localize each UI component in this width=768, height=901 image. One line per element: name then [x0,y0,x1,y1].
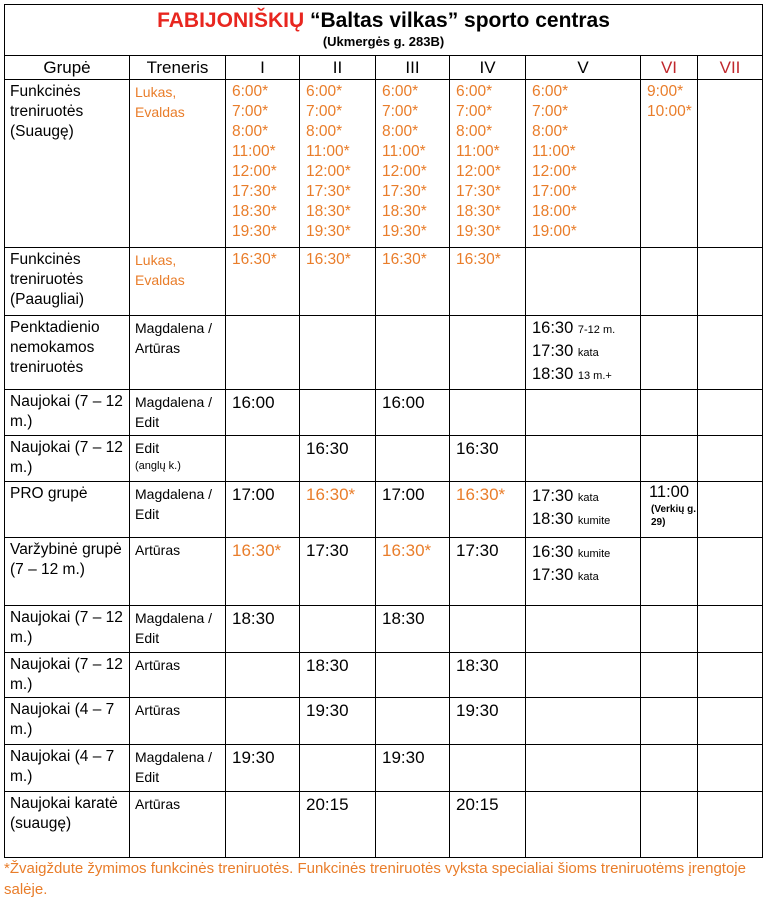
time-cell: 20:15 [450,792,526,858]
empty-cell [450,316,526,390]
time-cell [226,80,300,248]
time-cell: 16:00 [226,390,300,436]
time-cell [376,80,450,248]
footnote: *Žvaigždute žymimos funkcinės treniruotės. Funkcinės treniruotės vyksta specialiai šioms treniruotėms įrengtoje salėje. [4,860,746,898]
empty-cell [300,316,376,390]
empty-cell [698,390,763,436]
time-slot: 17:30* [306,183,351,200]
time-value: 17:30 [532,566,574,584]
header-day-4: IV [450,56,526,80]
table-row [5,698,763,745]
time-cell: 18:30 [300,653,376,698]
group-cell: Naujokai (7 – 12 m.) [5,436,130,482]
empty-cell [226,316,300,390]
empty-cell [376,698,450,745]
header-day-2: II [300,56,376,80]
empty-cell [641,653,698,698]
time-cell [300,80,376,248]
time-cell: 20:15 [300,792,376,858]
time-slot: 11:00* [306,143,350,160]
time-slot: 6:00* [306,83,343,100]
time-slot: 12:00* [232,163,277,180]
schedule-table [4,4,763,858]
empty-cell [698,248,763,316]
time-slot: 19:00* [532,223,577,240]
time-slot: 7:00* [456,103,493,120]
time-slot [532,341,638,364]
time-slot: 8:00* [456,123,493,140]
time-cell [526,538,641,606]
time-note: kata [577,571,599,583]
empty-cell [526,792,641,858]
time-cell: 16:30* [376,538,450,606]
group-cell: Naujokai (7 – 12 m.) [5,390,130,436]
time-value: 11:00 [648,483,690,501]
time-slot: 9:00* [647,83,684,100]
trainer-cell: Magdalena / Edit [130,482,226,538]
table-row [5,316,763,390]
trainer-cell [130,436,226,482]
time-cell: 17:00 [376,482,450,538]
time-slot: 7:00* [382,103,419,120]
time-cell: 16:30* [300,248,376,316]
table-row [5,80,763,248]
trainer-cell: Artūras [130,653,226,698]
time-slot: 19:30* [232,223,277,240]
time-cell: 16:30* [450,248,526,316]
trainer-note: (anglų k.) [135,460,181,472]
empty-cell [300,390,376,436]
time-value: 16:30 [532,543,574,561]
empty-cell [641,436,698,482]
time-value: 18:30 [532,365,574,383]
time-value: 17:30 [532,487,574,505]
table-row [5,248,763,316]
empty-cell [526,698,641,745]
time-cell: 16:30* [300,482,376,538]
time-slot: 8:00* [532,123,569,140]
time-cell: 19:30 [450,698,526,745]
location-note: (Verkių g. 29) [651,504,697,528]
time-slot: 11:00* [456,143,500,160]
group-cell: Naujokai (4 – 7 m.) [5,698,130,745]
group-cell: Penktadienio nemokamos treniruotės [5,316,130,390]
time-slot: 19:30* [306,223,351,240]
address: (Ukmergės g. 283B) [322,34,445,49]
time-cell: 16:30* [226,538,300,606]
empty-cell [641,538,698,606]
time-slot [532,509,638,532]
table-row [5,390,763,436]
time-slot: 12:00* [456,163,501,180]
page-title [5,5,762,33]
time-cell [641,80,698,248]
time-slot: 17:30* [382,183,427,200]
time-slot [532,565,638,588]
time-note: kata [577,492,599,504]
time-note: 7-12 m. [577,324,616,336]
trainer-cell: Artūras [130,792,226,858]
empty-cell [226,436,300,482]
time-slot: 19:30* [456,223,501,240]
table-row [5,792,763,858]
time-note: kumite [577,515,611,527]
time-slot: 10:00* [647,103,692,120]
empty-cell [526,606,641,653]
time-slot: 7:00* [532,103,569,120]
time-value: 17:30 [532,342,574,360]
time-slot: 8:00* [232,123,269,140]
time-slot: 7:00* [232,103,269,120]
table-row [5,482,763,538]
empty-cell [526,436,641,482]
empty-cell [698,538,763,606]
time-note: 13 m.+ [577,370,612,382]
time-slot: 18:00* [532,203,577,220]
time-cell: 18:30 [376,606,450,653]
time-cell [526,316,641,390]
group-cell: Naujokai (4 – 7 m.) [5,745,130,792]
empty-cell [450,606,526,653]
empty-cell [526,653,641,698]
time-cell: 16:30* [226,248,300,316]
title-red-part: FABIJONIŠKIŲ [157,9,305,32]
time-slot: 11:00* [232,143,276,160]
time-cell: 16:00 [376,390,450,436]
time-cell [526,482,641,538]
table-row [5,538,763,606]
time-cell: 19:30 [300,698,376,745]
empty-cell [641,390,698,436]
time-slot [532,486,638,509]
header-day-6: VI [641,56,698,80]
time-note: kata [577,347,599,359]
empty-cell [226,792,300,858]
header-trainer: Treneris [130,56,226,80]
time-slot: 8:00* [306,123,343,140]
time-cell: 19:30 [376,745,450,792]
time-cell: 18:30 [450,653,526,698]
header-group: Grupė [5,56,130,80]
trainer-cell: Lukas, Evaldas [130,248,226,316]
trainer-cell: Artūras [130,538,226,606]
time-slot: 12:00* [382,163,427,180]
time-slot: 18:30* [232,203,277,220]
table-row [5,606,763,653]
trainer-name: Edit [135,440,160,456]
time-cell: 19:30 [226,745,300,792]
empty-cell [641,698,698,745]
time-cell [641,482,698,538]
group-cell: Naujokai karatė (suaugę) [5,792,130,858]
empty-cell [698,606,763,653]
time-slot: 11:00* [532,143,576,160]
time-slot: 8:00* [382,123,419,140]
time-slot: 17:30* [232,183,277,200]
empty-cell [450,390,526,436]
empty-cell [698,653,763,698]
empty-cell [226,653,300,698]
empty-cell [641,248,698,316]
empty-cell [698,698,763,745]
empty-cell [698,436,763,482]
time-slot: 17:00* [532,183,577,200]
empty-cell [226,698,300,745]
empty-cell [376,436,450,482]
time-value: 16:30 [532,319,574,337]
empty-cell [526,248,641,316]
header-day-1: I [226,56,300,80]
time-slot: 7:00* [306,103,343,120]
header-day-7: VII [698,56,763,80]
trainer-cell: Artūras [130,698,226,745]
header-row [5,56,763,80]
time-slot: 12:00* [532,163,577,180]
time-slot: 19:30* [382,223,427,240]
time-slot [532,318,638,341]
empty-cell [300,745,376,792]
time-cell [526,80,641,248]
group-cell: Varžybinė grupė (7 – 12 m.) [5,538,130,606]
empty-cell [376,316,450,390]
time-cell: 17:00 [226,482,300,538]
empty-cell [698,316,763,390]
empty-cell [641,745,698,792]
time-cell: 18:30 [226,606,300,653]
time-slot: 6:00* [232,83,269,100]
time-slot: 6:00* [456,83,493,100]
empty-cell [641,792,698,858]
time-cell: 16:30* [376,248,450,316]
time-cell: 16:30 [300,436,376,482]
table-row [5,745,763,792]
empty-cell [698,80,763,248]
group-cell: PRO grupė [5,482,130,538]
time-cell: 16:30 [450,436,526,482]
header-day-3: III [376,56,450,80]
trainer-cell: Magdalena / Edit [130,606,226,653]
trainer-cell: Magdalena / Artūras [130,316,226,390]
time-cell: 17:30 [450,538,526,606]
group-cell: Naujokai (7 – 12 m.) [5,653,130,698]
time-slot [532,542,638,565]
time-slot: 6:00* [382,83,419,100]
empty-cell [698,745,763,792]
time-slot: 6:00* [532,83,569,100]
empty-cell [376,792,450,858]
title-banner [5,5,763,56]
group-cell: Funkcinės treniruotės (Suaugę) [5,80,130,248]
time-slot: 18:30* [306,203,351,220]
title-rest: “Baltas vilkas” sporto centras [304,9,610,32]
group-cell: Naujokai (7 – 12 m.) [5,606,130,653]
empty-cell [526,390,641,436]
time-slot [532,364,638,387]
time-slot: 17:30* [456,183,501,200]
table-row [5,436,763,482]
time-cell: 17:30 [300,538,376,606]
time-note: kumite [577,548,611,560]
time-slot: 12:00* [306,163,351,180]
time-cell: 16:30* [450,482,526,538]
table-row [5,653,763,698]
empty-cell [450,745,526,792]
time-cell [450,80,526,248]
empty-cell [376,653,450,698]
header-day-5: V [526,56,641,80]
empty-cell [698,482,763,538]
time-value: 18:30 [532,510,574,528]
time-slot: 11:00* [382,143,426,160]
time-slot: 18:30* [456,203,501,220]
trainer-cell: Magdalena / Edit [130,390,226,436]
empty-cell [698,792,763,858]
empty-cell [641,316,698,390]
trainer-cell: Lukas, Evaldas [130,80,226,248]
empty-cell [526,745,641,792]
empty-cell [641,606,698,653]
trainer-cell: Magdalena / Edit [130,745,226,792]
empty-cell [300,606,376,653]
group-cell: Funkcinės treniruotės (Paaugliai) [5,248,130,316]
time-slot: 18:30* [382,203,427,220]
